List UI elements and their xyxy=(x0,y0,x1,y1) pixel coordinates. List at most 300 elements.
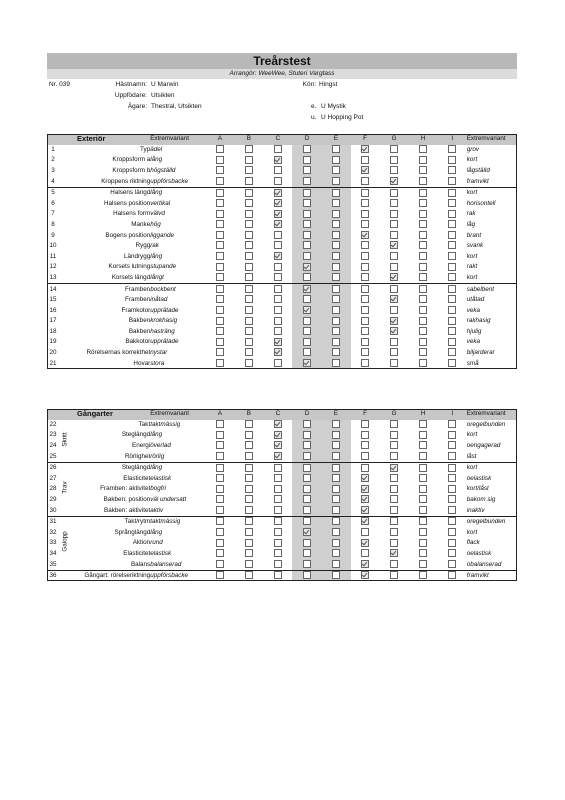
checkbox-f[interactable] xyxy=(361,252,369,260)
checkbox-a[interactable] xyxy=(216,263,224,271)
checkbox-d[interactable] xyxy=(303,474,311,482)
checkbox-d-checked[interactable] xyxy=(303,359,311,367)
checkbox-h[interactable] xyxy=(419,166,427,174)
checkbox-c[interactable] xyxy=(274,285,282,293)
checkbox-b[interactable] xyxy=(245,306,253,314)
checkbox-h[interactable] xyxy=(419,571,427,579)
checkbox-d[interactable] xyxy=(303,348,311,356)
checkbox-c[interactable] xyxy=(274,517,282,525)
checkbox-e[interactable] xyxy=(332,539,340,547)
checkbox-h[interactable] xyxy=(419,485,427,493)
checkbox-g[interactable] xyxy=(390,210,398,218)
checkbox-c-checked[interactable] xyxy=(274,348,282,356)
checkbox-i[interactable] xyxy=(448,177,456,185)
checkbox-g[interactable] xyxy=(390,420,398,428)
checkbox-f[interactable] xyxy=(361,177,369,185)
checkbox-i[interactable] xyxy=(448,306,456,314)
checkbox-b[interactable] xyxy=(245,156,253,164)
checkbox-f-checked[interactable] xyxy=(361,485,369,493)
checkbox-g[interactable] xyxy=(390,560,398,568)
checkbox-a[interactable] xyxy=(216,338,224,346)
checkbox-i[interactable] xyxy=(448,474,456,482)
checkbox-a[interactable] xyxy=(216,359,224,367)
checkbox-i[interactable] xyxy=(448,295,456,303)
checkbox-b[interactable] xyxy=(245,474,253,482)
checkbox-f[interactable] xyxy=(361,199,369,207)
checkbox-c-checked[interactable] xyxy=(274,420,282,428)
checkbox-g-checked[interactable] xyxy=(390,317,398,325)
checkbox-d[interactable] xyxy=(303,189,311,197)
checkbox-a[interactable] xyxy=(216,306,224,314)
checkbox-d[interactable] xyxy=(303,199,311,207)
checkbox-d-checked[interactable] xyxy=(303,285,311,293)
checkbox-a[interactable] xyxy=(216,285,224,293)
checkbox-e[interactable] xyxy=(332,166,340,174)
checkbox-c[interactable] xyxy=(274,273,282,281)
checkbox-g[interactable] xyxy=(390,285,398,293)
checkbox-f[interactable] xyxy=(361,549,369,557)
checkbox-d[interactable] xyxy=(303,273,311,281)
checkbox-h[interactable] xyxy=(419,348,427,356)
checkbox-a[interactable] xyxy=(216,241,224,249)
checkbox-d[interactable] xyxy=(303,156,311,164)
checkbox-g[interactable] xyxy=(390,528,398,536)
checkbox-i[interactable] xyxy=(448,327,456,335)
checkbox-e[interactable] xyxy=(332,317,340,325)
checkbox-d[interactable] xyxy=(303,420,311,428)
checkbox-d[interactable] xyxy=(303,295,311,303)
checkbox-h[interactable] xyxy=(419,252,427,260)
checkbox-g-checked[interactable] xyxy=(390,295,398,303)
checkbox-b[interactable] xyxy=(245,273,253,281)
checkbox-c[interactable] xyxy=(274,474,282,482)
checkbox-f[interactable] xyxy=(361,210,369,218)
checkbox-i[interactable] xyxy=(448,220,456,228)
checkbox-i[interactable] xyxy=(448,156,456,164)
checkbox-e[interactable] xyxy=(332,549,340,557)
checkbox-c-checked[interactable] xyxy=(274,431,282,439)
checkbox-c[interactable] xyxy=(274,506,282,514)
checkbox-h[interactable] xyxy=(419,474,427,482)
checkbox-g[interactable] xyxy=(390,231,398,239)
checkbox-f[interactable] xyxy=(361,285,369,293)
checkbox-b[interactable] xyxy=(245,285,253,293)
checkbox-i[interactable] xyxy=(448,145,456,153)
checkbox-g[interactable] xyxy=(390,359,398,367)
checkbox-b[interactable] xyxy=(245,295,253,303)
checkbox-g[interactable] xyxy=(390,252,398,260)
checkbox-b[interactable] xyxy=(245,571,253,579)
checkbox-c[interactable] xyxy=(274,571,282,579)
checkbox-e[interactable] xyxy=(332,295,340,303)
checkbox-a[interactable] xyxy=(216,199,224,207)
checkbox-a[interactable] xyxy=(216,452,224,460)
checkbox-i[interactable] xyxy=(448,464,456,472)
checkbox-f[interactable] xyxy=(361,528,369,536)
checkbox-c[interactable] xyxy=(274,539,282,547)
checkbox-g[interactable] xyxy=(390,441,398,449)
checkbox-h[interactable] xyxy=(419,517,427,525)
checkbox-b[interactable] xyxy=(245,441,253,449)
checkbox-e[interactable] xyxy=(332,327,340,335)
checkbox-d[interactable] xyxy=(303,441,311,449)
checkbox-g-checked[interactable] xyxy=(390,464,398,472)
checkbox-h[interactable] xyxy=(419,338,427,346)
checkbox-b[interactable] xyxy=(245,327,253,335)
checkbox-b[interactable] xyxy=(245,241,253,249)
checkbox-e[interactable] xyxy=(332,517,340,525)
checkbox-c[interactable] xyxy=(274,560,282,568)
checkbox-a[interactable] xyxy=(216,560,224,568)
checkbox-d[interactable] xyxy=(303,166,311,174)
checkbox-c-checked[interactable] xyxy=(274,199,282,207)
checkbox-e[interactable] xyxy=(332,241,340,249)
checkbox-c[interactable] xyxy=(274,317,282,325)
checkbox-f[interactable] xyxy=(361,420,369,428)
checkbox-a[interactable] xyxy=(216,317,224,325)
checkbox-b[interactable] xyxy=(245,263,253,271)
checkbox-b[interactable] xyxy=(245,539,253,547)
checkbox-e[interactable] xyxy=(332,528,340,536)
checkbox-e[interactable] xyxy=(332,220,340,228)
checkbox-e[interactable] xyxy=(332,348,340,356)
checkbox-h[interactable] xyxy=(419,210,427,218)
checkbox-b[interactable] xyxy=(245,348,253,356)
checkbox-b[interactable] xyxy=(245,252,253,260)
checkbox-d[interactable] xyxy=(303,231,311,239)
checkbox-d[interactable] xyxy=(303,431,311,439)
checkbox-d[interactable] xyxy=(303,560,311,568)
checkbox-g-checked[interactable] xyxy=(390,327,398,335)
checkbox-e[interactable] xyxy=(332,338,340,346)
checkbox-b[interactable] xyxy=(245,220,253,228)
checkbox-g[interactable] xyxy=(390,145,398,153)
checkbox-g[interactable] xyxy=(390,220,398,228)
checkbox-e[interactable] xyxy=(332,485,340,493)
checkbox-c-checked[interactable] xyxy=(274,210,282,218)
checkbox-c[interactable] xyxy=(274,177,282,185)
checkbox-h[interactable] xyxy=(419,241,427,249)
checkbox-b[interactable] xyxy=(245,177,253,185)
checkbox-d[interactable] xyxy=(303,517,311,525)
checkbox-f[interactable] xyxy=(361,431,369,439)
checkbox-i[interactable] xyxy=(448,539,456,547)
checkbox-h[interactable] xyxy=(419,273,427,281)
checkbox-c-checked[interactable] xyxy=(274,452,282,460)
checkbox-f-checked[interactable] xyxy=(361,231,369,239)
checkbox-b[interactable] xyxy=(245,560,253,568)
checkbox-i[interactable] xyxy=(448,441,456,449)
checkbox-f-checked[interactable] xyxy=(361,474,369,482)
checkbox-a[interactable] xyxy=(216,485,224,493)
checkbox-i[interactable] xyxy=(448,485,456,493)
checkbox-c-checked[interactable] xyxy=(274,156,282,164)
checkbox-b[interactable] xyxy=(245,166,253,174)
checkbox-i[interactable] xyxy=(448,506,456,514)
checkbox-c[interactable] xyxy=(274,485,282,493)
checkbox-h[interactable] xyxy=(419,199,427,207)
checkbox-d[interactable] xyxy=(303,338,311,346)
checkbox-i[interactable] xyxy=(448,420,456,428)
checkbox-f[interactable] xyxy=(361,156,369,164)
checkbox-a[interactable] xyxy=(216,495,224,503)
checkbox-b[interactable] xyxy=(245,359,253,367)
checkbox-a[interactable] xyxy=(216,420,224,428)
checkbox-i[interactable] xyxy=(448,348,456,356)
checkbox-a[interactable] xyxy=(216,528,224,536)
checkbox-f[interactable] xyxy=(361,359,369,367)
checkbox-e[interactable] xyxy=(332,199,340,207)
checkbox-h[interactable] xyxy=(419,317,427,325)
checkbox-e[interactable] xyxy=(332,420,340,428)
checkbox-e[interactable] xyxy=(332,252,340,260)
checkbox-c-checked[interactable] xyxy=(274,189,282,197)
checkbox-g[interactable] xyxy=(390,452,398,460)
checkbox-g[interactable] xyxy=(390,306,398,314)
checkbox-i[interactable] xyxy=(448,549,456,557)
checkbox-g-checked[interactable] xyxy=(390,549,398,557)
checkbox-a[interactable] xyxy=(216,474,224,482)
checkbox-i[interactable] xyxy=(448,359,456,367)
checkbox-b[interactable] xyxy=(245,231,253,239)
checkbox-a[interactable] xyxy=(216,441,224,449)
checkbox-g[interactable] xyxy=(390,517,398,525)
checkbox-b[interactable] xyxy=(245,485,253,493)
checkbox-d[interactable] xyxy=(303,485,311,493)
checkbox-i[interactable] xyxy=(448,571,456,579)
checkbox-b[interactable] xyxy=(245,506,253,514)
checkbox-f-checked[interactable] xyxy=(361,506,369,514)
checkbox-h[interactable] xyxy=(419,263,427,271)
checkbox-d[interactable] xyxy=(303,452,311,460)
checkbox-d-checked[interactable] xyxy=(303,263,311,271)
checkbox-f[interactable] xyxy=(361,295,369,303)
checkbox-e[interactable] xyxy=(332,145,340,153)
checkbox-d[interactable] xyxy=(303,464,311,472)
checkbox-f-checked[interactable] xyxy=(361,560,369,568)
checkbox-e[interactable] xyxy=(332,273,340,281)
checkbox-d[interactable] xyxy=(303,317,311,325)
checkbox-e[interactable] xyxy=(332,285,340,293)
checkbox-f[interactable] xyxy=(361,273,369,281)
checkbox-g[interactable] xyxy=(390,166,398,174)
checkbox-f-checked[interactable] xyxy=(361,517,369,525)
checkbox-b[interactable] xyxy=(245,464,253,472)
checkbox-g-checked[interactable] xyxy=(390,241,398,249)
checkbox-d[interactable] xyxy=(303,241,311,249)
checkbox-i[interactable] xyxy=(448,231,456,239)
checkbox-c[interactable] xyxy=(274,549,282,557)
checkbox-g[interactable] xyxy=(390,474,398,482)
checkbox-a[interactable] xyxy=(216,506,224,514)
checkbox-c[interactable] xyxy=(274,295,282,303)
checkbox-a[interactable] xyxy=(216,571,224,579)
checkbox-h[interactable] xyxy=(419,359,427,367)
checkbox-a[interactable] xyxy=(216,220,224,228)
checkbox-i[interactable] xyxy=(448,338,456,346)
checkbox-b[interactable] xyxy=(245,452,253,460)
checkbox-f[interactable] xyxy=(361,464,369,472)
checkbox-g[interactable] xyxy=(390,506,398,514)
checkbox-i[interactable] xyxy=(448,452,456,460)
checkbox-h[interactable] xyxy=(419,220,427,228)
checkbox-g[interactable] xyxy=(390,199,398,207)
checkbox-e[interactable] xyxy=(332,306,340,314)
checkbox-b[interactable] xyxy=(245,549,253,557)
checkbox-c[interactable] xyxy=(274,495,282,503)
checkbox-h[interactable] xyxy=(419,452,427,460)
checkbox-h[interactable] xyxy=(419,464,427,472)
checkbox-e[interactable] xyxy=(332,474,340,482)
checkbox-b[interactable] xyxy=(245,431,253,439)
checkbox-a[interactable] xyxy=(216,273,224,281)
checkbox-d[interactable] xyxy=(303,145,311,153)
checkbox-c-checked[interactable] xyxy=(274,252,282,260)
checkbox-a[interactable] xyxy=(216,549,224,557)
checkbox-g[interactable] xyxy=(390,156,398,164)
checkbox-c[interactable] xyxy=(274,231,282,239)
checkbox-g[interactable] xyxy=(390,431,398,439)
checkbox-c-checked[interactable] xyxy=(274,338,282,346)
checkbox-g[interactable] xyxy=(390,263,398,271)
checkbox-c-checked[interactable] xyxy=(274,441,282,449)
checkbox-f-checked[interactable] xyxy=(361,571,369,579)
checkbox-h[interactable] xyxy=(419,506,427,514)
checkbox-b[interactable] xyxy=(245,317,253,325)
checkbox-a[interactable] xyxy=(216,145,224,153)
checkbox-c[interactable] xyxy=(274,327,282,335)
checkbox-c[interactable] xyxy=(274,241,282,249)
checkbox-a[interactable] xyxy=(216,231,224,239)
checkbox-a[interactable] xyxy=(216,252,224,260)
checkbox-g[interactable] xyxy=(390,495,398,503)
checkbox-c[interactable] xyxy=(274,359,282,367)
checkbox-h[interactable] xyxy=(419,528,427,536)
checkbox-i[interactable] xyxy=(448,517,456,525)
checkbox-h[interactable] xyxy=(419,231,427,239)
checkbox-b[interactable] xyxy=(245,338,253,346)
checkbox-g-checked[interactable] xyxy=(390,177,398,185)
checkbox-f[interactable] xyxy=(361,441,369,449)
checkbox-a[interactable] xyxy=(216,517,224,525)
checkbox-a[interactable] xyxy=(216,539,224,547)
checkbox-h[interactable] xyxy=(419,306,427,314)
checkbox-h[interactable] xyxy=(419,177,427,185)
checkbox-a[interactable] xyxy=(216,189,224,197)
checkbox-i[interactable] xyxy=(448,166,456,174)
checkbox-i[interactable] xyxy=(448,285,456,293)
checkbox-h[interactable] xyxy=(419,431,427,439)
checkbox-c[interactable] xyxy=(274,145,282,153)
checkbox-h[interactable] xyxy=(419,549,427,557)
checkbox-b[interactable] xyxy=(245,145,253,153)
checkbox-i[interactable] xyxy=(448,560,456,568)
checkbox-f[interactable] xyxy=(361,241,369,249)
checkbox-b[interactable] xyxy=(245,517,253,525)
checkbox-h[interactable] xyxy=(419,327,427,335)
checkbox-b[interactable] xyxy=(245,528,253,536)
checkbox-e[interactable] xyxy=(332,263,340,271)
checkbox-f[interactable] xyxy=(361,338,369,346)
checkbox-e[interactable] xyxy=(332,441,340,449)
checkbox-h[interactable] xyxy=(419,145,427,153)
checkbox-i[interactable] xyxy=(448,241,456,249)
checkbox-g-checked[interactable] xyxy=(390,273,398,281)
checkbox-e[interactable] xyxy=(332,231,340,239)
checkbox-a[interactable] xyxy=(216,348,224,356)
checkbox-d[interactable] xyxy=(303,549,311,557)
checkbox-e[interactable] xyxy=(332,506,340,514)
checkbox-a[interactable] xyxy=(216,156,224,164)
checkbox-f[interactable] xyxy=(361,263,369,271)
checkbox-h[interactable] xyxy=(419,156,427,164)
checkbox-f-checked[interactable] xyxy=(361,539,369,547)
checkbox-e[interactable] xyxy=(332,210,340,218)
checkbox-i[interactable] xyxy=(448,273,456,281)
checkbox-a[interactable] xyxy=(216,464,224,472)
checkbox-c-checked[interactable] xyxy=(274,220,282,228)
checkbox-c[interactable] xyxy=(274,263,282,271)
checkbox-f[interactable] xyxy=(361,189,369,197)
checkbox-a[interactable] xyxy=(216,295,224,303)
checkbox-d[interactable] xyxy=(303,220,311,228)
checkbox-e[interactable] xyxy=(332,359,340,367)
checkbox-h[interactable] xyxy=(419,295,427,303)
checkbox-d[interactable] xyxy=(303,177,311,185)
checkbox-f[interactable] xyxy=(361,452,369,460)
checkbox-e[interactable] xyxy=(332,189,340,197)
checkbox-d[interactable] xyxy=(303,327,311,335)
checkbox-i[interactable] xyxy=(448,528,456,536)
checkbox-e[interactable] xyxy=(332,560,340,568)
checkbox-d[interactable] xyxy=(303,495,311,503)
checkbox-i[interactable] xyxy=(448,199,456,207)
checkbox-i[interactable] xyxy=(448,431,456,439)
checkbox-d-checked[interactable] xyxy=(303,528,311,536)
checkbox-d[interactable] xyxy=(303,539,311,547)
checkbox-i[interactable] xyxy=(448,252,456,260)
checkbox-i[interactable] xyxy=(448,189,456,197)
checkbox-a[interactable] xyxy=(216,327,224,335)
checkbox-f[interactable] xyxy=(361,327,369,335)
checkbox-b[interactable] xyxy=(245,189,253,197)
checkbox-e[interactable] xyxy=(332,495,340,503)
checkbox-h[interactable] xyxy=(419,189,427,197)
checkbox-f[interactable] xyxy=(361,317,369,325)
checkbox-i[interactable] xyxy=(448,495,456,503)
checkbox-a[interactable] xyxy=(216,431,224,439)
checkbox-e[interactable] xyxy=(332,431,340,439)
checkbox-i[interactable] xyxy=(448,317,456,325)
checkbox-g[interactable] xyxy=(390,485,398,493)
checkbox-f[interactable] xyxy=(361,220,369,228)
checkbox-b[interactable] xyxy=(245,420,253,428)
checkbox-d-checked[interactable] xyxy=(303,306,311,314)
checkbox-a[interactable] xyxy=(216,177,224,185)
checkbox-h[interactable] xyxy=(419,441,427,449)
checkbox-e[interactable] xyxy=(332,464,340,472)
checkbox-e[interactable] xyxy=(332,452,340,460)
checkbox-b[interactable] xyxy=(245,210,253,218)
checkbox-a[interactable] xyxy=(216,210,224,218)
checkbox-f[interactable] xyxy=(361,306,369,314)
checkbox-c[interactable] xyxy=(274,464,282,472)
checkbox-f[interactable] xyxy=(361,348,369,356)
checkbox-b[interactable] xyxy=(245,495,253,503)
checkbox-f-checked[interactable] xyxy=(361,495,369,503)
checkbox-i[interactable] xyxy=(448,210,456,218)
checkbox-c[interactable] xyxy=(274,166,282,174)
